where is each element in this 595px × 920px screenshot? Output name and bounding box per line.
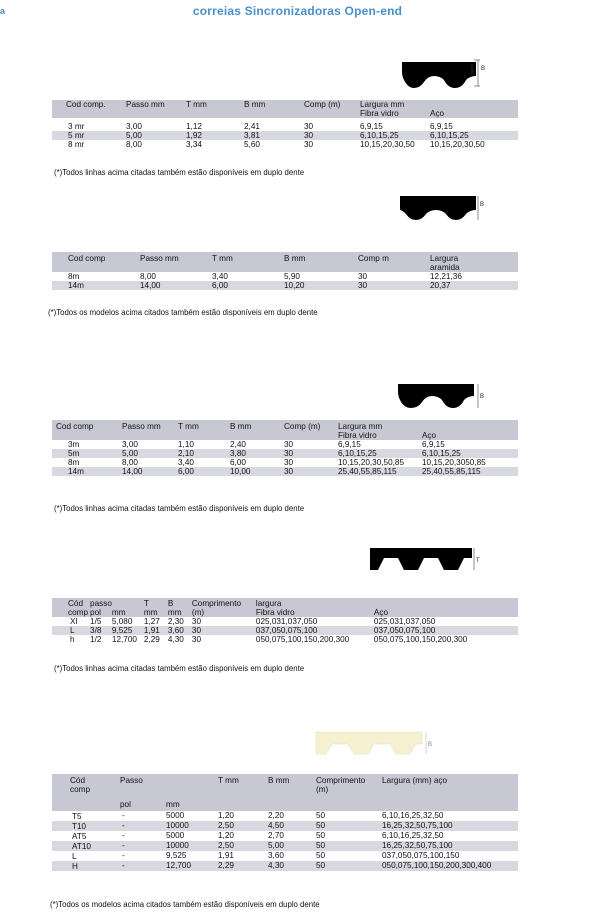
footnote: (*)Todos linhas acima citadas também estão disponíveis em duplo dente <box>54 504 305 513</box>
table-header: Cód Passo T mm B mm Comprimento Largura (mm) aço <box>52 774 518 785</box>
table-belts-mr <box>52 100 518 149</box>
belt-profile-icon-rounded <box>400 56 492 92</box>
t-dimension-label: T <box>476 558 480 564</box>
b-dimension-label: B <box>428 742 433 748</box>
table-row: 5m 5,00 2,10 3,80 30 6,10,15,25 6,10,15,25 <box>52 449 518 458</box>
belt-profile-icon-pu <box>312 726 442 760</box>
table-belts-pu <box>52 774 518 871</box>
table-row: T5 - 5000 1,20 2,20 50 6,10,16,25,32,50 <box>72 811 444 821</box>
table-row: 8m 8,00 3,40 5,90 30 12,21,36 <box>68 272 462 281</box>
belt-profile-icon-m <box>396 380 490 414</box>
footnote: (*)Todos os modelos acima citados também estão disponíveis em duplo dente <box>48 308 318 317</box>
page-title: correias Sincronizadoras Open-end <box>192 4 403 18</box>
table-header: Cod comp Passo mm T mm B mm Comp (m) Largura mm <box>52 420 518 431</box>
table-belts-inch <box>52 598 518 644</box>
table-row: 5 mr 5,00 1,92 3,81 30 6,10,15,25 6,10,15,25 <box>52 131 518 140</box>
table-row: AT5 - 5000 1,20 2,70 50 6,10,16,25,32,50 <box>72 831 444 841</box>
footnote: (*)Todos os modelos acima citados também estão disponíveis em duplo dente <box>50 900 320 909</box>
table-header: Fibra vidro Aço <box>52 431 518 440</box>
table-header: Fibra vidro Aço <box>52 109 518 118</box>
table-row: 14m 14,00 6,00 10,20 30 20,37 <box>52 281 518 290</box>
table-row: L - 9,525 1,91 3,60 50 037,050,075,100,150 <box>72 851 460 861</box>
table-row: 8m 8,00 3,40 6,00 30 10,15,20,30,50,85 10,15,20,3050,85 <box>68 458 486 467</box>
table-row: h 1/2 12,700 2,29 4,30 30 050,075,100,150,200,300 050,075,100,150,200,300 <box>70 635 468 644</box>
b-dimension-label: B <box>481 66 486 72</box>
b-dimension-label: B <box>480 202 485 208</box>
footnote: (*)Todos linhas acima citadas também estão disponíveis em duplo dente <box>54 664 305 673</box>
b-dimension-label: B <box>480 394 485 400</box>
table-header: comp (m) <box>52 785 518 794</box>
table-belts-hm <box>52 252 518 290</box>
table-row: 14m 14,00 6,00 10,00 30 25,40,55,85,115 25,40,55,85,115 <box>52 467 518 476</box>
table-row: 3 mr 3,00 1,12 2,41 30 6,9,15 6,9,15 <box>68 122 453 131</box>
table-header: Cód passo T B Comprimento largura <box>52 598 518 608</box>
table-header: Cod comp. Passo mm T mm B mm Comp (m) Largura mm <box>52 100 518 109</box>
t-dimension-label: T <box>472 70 476 76</box>
table-row: Xl 1/5 5,080 1,27 2,30 30 025,031,037,050 025,031,037,050 <box>70 617 436 626</box>
table-header: Cod comp Passo mm T mm B mm Comp m Largura <box>52 252 518 263</box>
page-edge-mark: a <box>0 6 6 16</box>
belt-profile-icon-hm <box>398 192 490 226</box>
table-belts-m <box>52 420 518 476</box>
footnote: (*)Todos linhas acima citadas também estão disponíveis em duplo dente <box>54 168 305 177</box>
belt-profile-icon-trapezoid <box>368 544 490 574</box>
table-row: AT10 - 10000 2,50 5,00 50 16,25,32,50,75,100 <box>52 841 518 851</box>
table-header: pol mm <box>52 794 518 811</box>
table-header: aramida <box>52 263 518 272</box>
table-row: L 3/8 9,525 1,91 3,60 30 037,050,075,100 037,050,075,100 <box>52 626 518 635</box>
table-header: comp pol mm mm mm (m) Fibra vidro Aço <box>52 608 518 617</box>
table-row: 3m 3,00 1,10 2,40 30 6,9,15 6,9,15 <box>68 440 445 449</box>
table-row: H - 12,700 2,29 4,30 50 050,075,100,150,200,300,400 <box>52 861 518 871</box>
table-row: T10 - 10000 2,50 4,50 50 16,25,32,50,75,100 <box>52 821 518 831</box>
table-row: 8 mr 8,00 3,34 5,60 30 10,15,20,30,50 10,15,20,30,50 <box>68 140 485 149</box>
